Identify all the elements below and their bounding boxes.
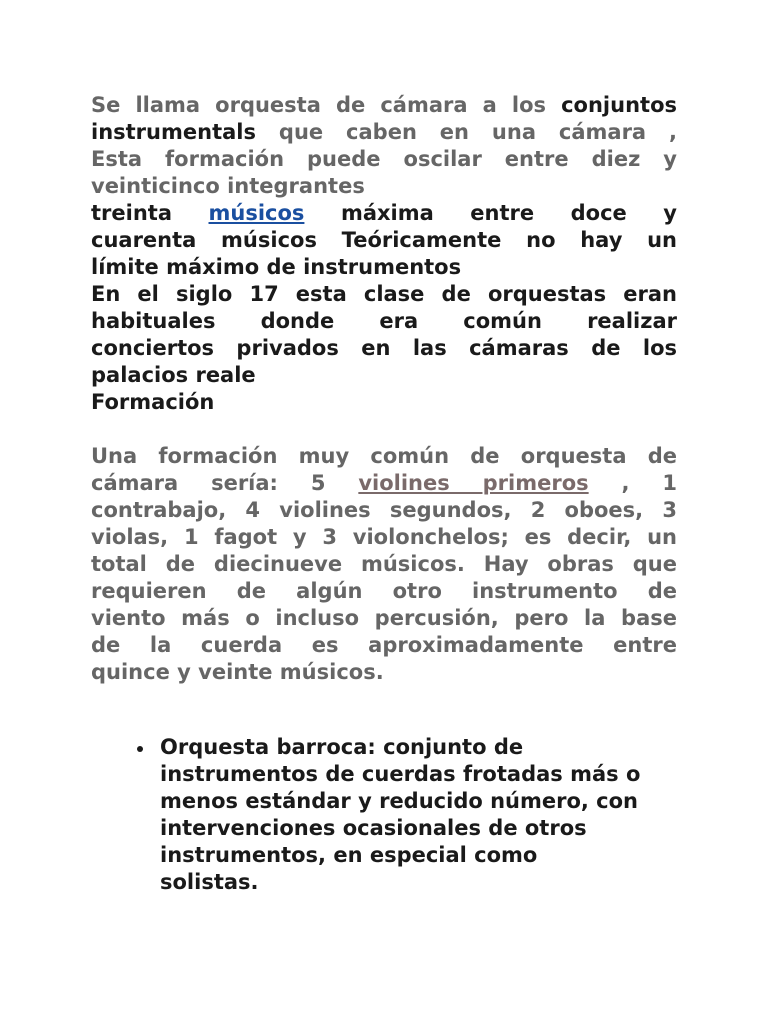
paragraph-2-line-4: violas, 1 fagot y 3 violonchelos; es decir, un xyxy=(91,525,677,549)
text-run: que caben en una cámara , xyxy=(278,120,677,144)
section-heading: Formación xyxy=(91,390,215,414)
text-run: , 1 xyxy=(621,471,678,495)
paragraph-2-line-8: de la cuerda es aproximadamente entre xyxy=(91,633,677,657)
paragraph-1-line-8: En el siglo 17 esta clase de orquestas eran xyxy=(91,282,677,306)
paragraph-1-line-11: palacios reale xyxy=(91,363,256,387)
violines-primeros-link[interactable]: violines primeros xyxy=(358,471,589,495)
paragraph-2-line-6: requieren de algún otro instrumento de xyxy=(91,579,677,603)
text-run: Se llama orquesta de cámara a los xyxy=(91,93,547,117)
text-run: cuarenta músicos xyxy=(91,228,317,252)
text-run: cámara sería: 5 xyxy=(91,471,326,495)
text-run: Teóricamente no hay un xyxy=(341,228,677,252)
paragraph-2-line-7: viento más o incluso percusión, pero la base xyxy=(91,606,677,630)
bullet-dot-icon xyxy=(137,746,143,752)
spacer xyxy=(91,416,677,443)
paragraph-1-line-9: habituales donde era común realizar xyxy=(91,309,677,333)
paragraph-1-line-3: Esta formación puede oscilar entre diez y xyxy=(91,147,677,171)
bullet-list-item xyxy=(160,734,690,896)
paragraph-2-line-9: quince y veinte músicos. xyxy=(91,660,384,684)
paragraph-1-line-5 xyxy=(91,200,677,227)
text-run: treinta xyxy=(91,201,172,225)
paragraph-2-line-3: contrabajo, 4 violines segundos, 2 oboes, 3 xyxy=(91,498,677,522)
musicos-link[interactable]: músicos xyxy=(208,201,305,225)
document-body xyxy=(91,92,677,686)
bullet-line: intervenciones ocasionales de otros xyxy=(160,816,587,840)
paragraph-1-line-2 xyxy=(91,119,677,146)
bullet-line: instrumentos, en especial como xyxy=(160,843,538,867)
bullet-line: instrumentos de cuerdas frotadas más o xyxy=(160,762,641,786)
paragraph-2-line-1: Una formación muy común de orquesta de xyxy=(91,444,677,468)
paragraph-2-line-2 xyxy=(91,470,677,497)
paragraph-1-line-6 xyxy=(91,227,677,254)
bullet-line: Orquesta barroca: conjunto de xyxy=(160,735,524,759)
paragraph-1-line-7: límite máximo de instrumentos xyxy=(91,255,462,279)
paragraph-1-line-10: conciertos privados en las cámaras de los xyxy=(91,336,677,360)
text-run: máxima entre doce y xyxy=(340,201,677,225)
bullet-line: menos estándar y reducido número, con xyxy=(160,789,639,813)
paragraph-1-line-4: veinticinco integrantes xyxy=(91,174,365,198)
paragraph-1-line-1 xyxy=(91,92,677,119)
text-run: instrumentals xyxy=(91,120,256,144)
bullet-line: solistas. xyxy=(160,870,259,894)
paragraph-2-line-5: total de diecinueve músicos. Hay obras que xyxy=(91,552,677,576)
text-run: conjuntos xyxy=(561,93,677,117)
